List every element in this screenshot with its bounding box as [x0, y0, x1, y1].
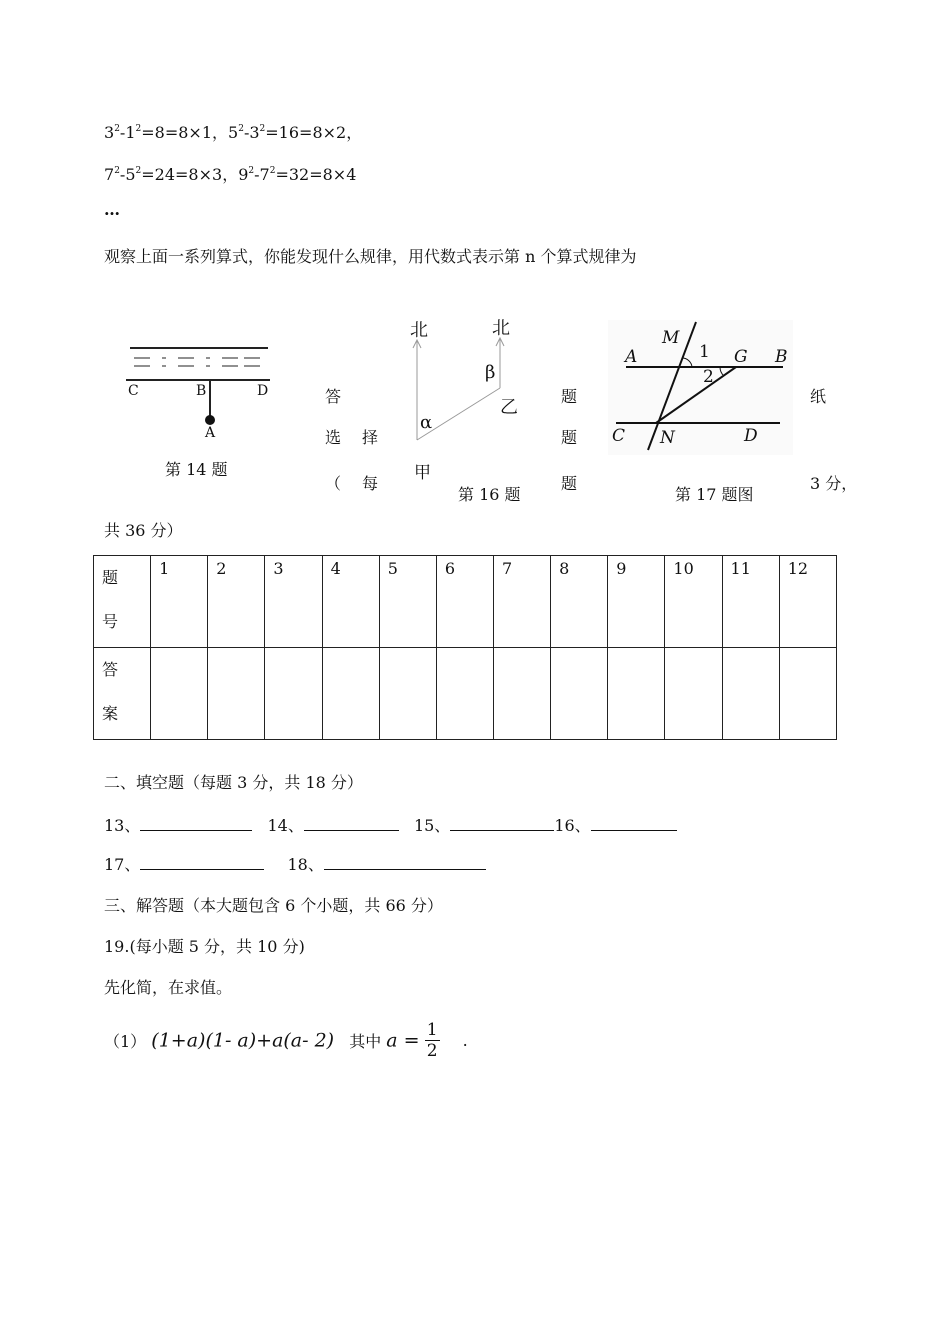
pattern-question: 观察上面一系列算式，你能发现什么规律，用代数式表示第 n 个算式规律为 — [104, 247, 637, 266]
table-cell-number: 8 — [551, 556, 608, 648]
fig17-label-a: A — [625, 347, 638, 367]
blank-16[interactable] — [591, 816, 677, 831]
table-cell-number: 5 — [379, 556, 436, 648]
fragment-paren: （ — [325, 474, 342, 493]
answer-cell[interactable] — [208, 648, 265, 740]
fig17-label-1: 1 — [699, 342, 710, 362]
answer-cell[interactable] — [722, 648, 779, 740]
question-19-part-1: （1） (1+a)(1- a)+a(a- 2) 其中 a = $\frac{1}{2}$ . — [104, 1020, 468, 1061]
fragment-xuan: 选 — [325, 428, 342, 447]
table-row-answers — [94, 648, 837, 740]
blank-17[interactable] — [140, 855, 264, 870]
table-header-tihao: 题 号 — [94, 556, 151, 648]
answer-cell[interactable] — [151, 648, 208, 740]
fragment-score: 3 分， — [810, 474, 858, 493]
table-row-numbers — [94, 556, 837, 648]
fig16-alpha: α — [420, 412, 433, 433]
fig16-north-1: 北 — [410, 320, 428, 341]
table-cell-number: 7 — [493, 556, 550, 648]
fragment-zhi: 纸 — [810, 387, 827, 406]
answer-cell[interactable] — [322, 648, 379, 740]
fig14-label-d: D — [257, 383, 269, 399]
answer-cell[interactable] — [665, 648, 722, 740]
fig17-label-d: D — [744, 426, 758, 446]
table-cell-number: 10 — [665, 556, 722, 648]
fragment-ti-3: 题 — [561, 474, 578, 493]
blank-13[interactable] — [140, 816, 252, 831]
instruction: 先化简，在求值。 — [104, 978, 233, 997]
fig16-beta: β — [485, 362, 496, 383]
fig16-caption: 第 16 题 — [458, 485, 521, 504]
table-cell-number: 2 — [208, 556, 265, 648]
fragment-ze: 择 — [362, 428, 379, 447]
answer-cell[interactable] — [608, 648, 665, 740]
table-cell-number: 9 — [608, 556, 665, 648]
fig14-label-c: C — [128, 383, 139, 399]
blank-18[interactable] — [324, 855, 486, 870]
pattern-line-2: $7^2-5^2=24=8\times 3$，$9^2-7^2=32=8\times 4$ — [104, 165, 357, 184]
fragment-ti-2: 题 — [561, 428, 578, 447]
fig17-label-c: C — [612, 426, 626, 446]
answer-cell[interactable] — [265, 648, 322, 740]
fig16-yi: 乙 — [500, 397, 518, 418]
fig17-caption: 第 17 题图 — [675, 485, 754, 504]
fill-blanks-row-1: 13、 14、 15、 16、 — [104, 813, 677, 836]
answer-cell[interactable] — [436, 648, 493, 740]
question-19: 19.(每小题 5 分，共 10 分) — [104, 937, 305, 956]
answer-cell[interactable] — [379, 648, 436, 740]
table-cell-number: 4 — [322, 556, 379, 648]
table-cell-number: 3 — [265, 556, 322, 648]
table-cell-number: 12 — [779, 556, 836, 648]
fig16-north-2: 北 — [492, 318, 510, 339]
figure-17 — [608, 320, 793, 455]
fig16-jia: 甲 — [414, 463, 431, 483]
section2-title: 二、填空题（每题 3 分，共 18 分） — [104, 773, 363, 792]
table-cell-number: 6 — [436, 556, 493, 648]
blank-15[interactable] — [450, 816, 554, 831]
table-cell-number: 1 — [151, 556, 208, 648]
pattern-line-1: $3^2-1^2=8=8\times 1$，$5^2-3^2=16=8\times 2$， — [104, 123, 363, 142]
ellipsis: … — [104, 200, 120, 219]
fragment-ti-1: 题 — [561, 387, 578, 406]
fig14-label-b: B — [196, 383, 207, 399]
answer-table — [93, 555, 837, 740]
fig14-caption: 第 14 题 — [165, 460, 228, 479]
answer-cell[interactable] — [779, 648, 836, 740]
table-header-daan: 答 案 — [94, 648, 151, 740]
fig17-label-b: B — [775, 347, 788, 367]
blank-14[interactable] — [304, 816, 399, 831]
fragment-total: 共 36 分） — [104, 521, 183, 540]
fragment-mei: 每 — [362, 474, 379, 493]
fig17-label-n: N — [660, 428, 675, 448]
fig17-label-g: G — [734, 347, 748, 367]
answer-cell[interactable] — [493, 648, 550, 740]
section3-title: 三、解答题（本大题包含 6 个小题，共 66 分） — [104, 896, 443, 915]
fragment-da: 答 — [325, 387, 342, 406]
fraction-one-half: $\frac{1}{2}$ — [426, 1020, 438, 1061]
fill-blanks-row-2: 17、 18、 — [104, 852, 486, 875]
table-cell-number: 11 — [722, 556, 779, 648]
answer-cell[interactable] — [551, 648, 608, 740]
fig14-label-a: A — [205, 425, 216, 441]
fig17-label-2: 2 — [703, 367, 714, 387]
expression: (1+a)(1- a)+a(a- 2) — [151, 1029, 335, 1052]
fig17-label-m: M — [662, 328, 680, 348]
